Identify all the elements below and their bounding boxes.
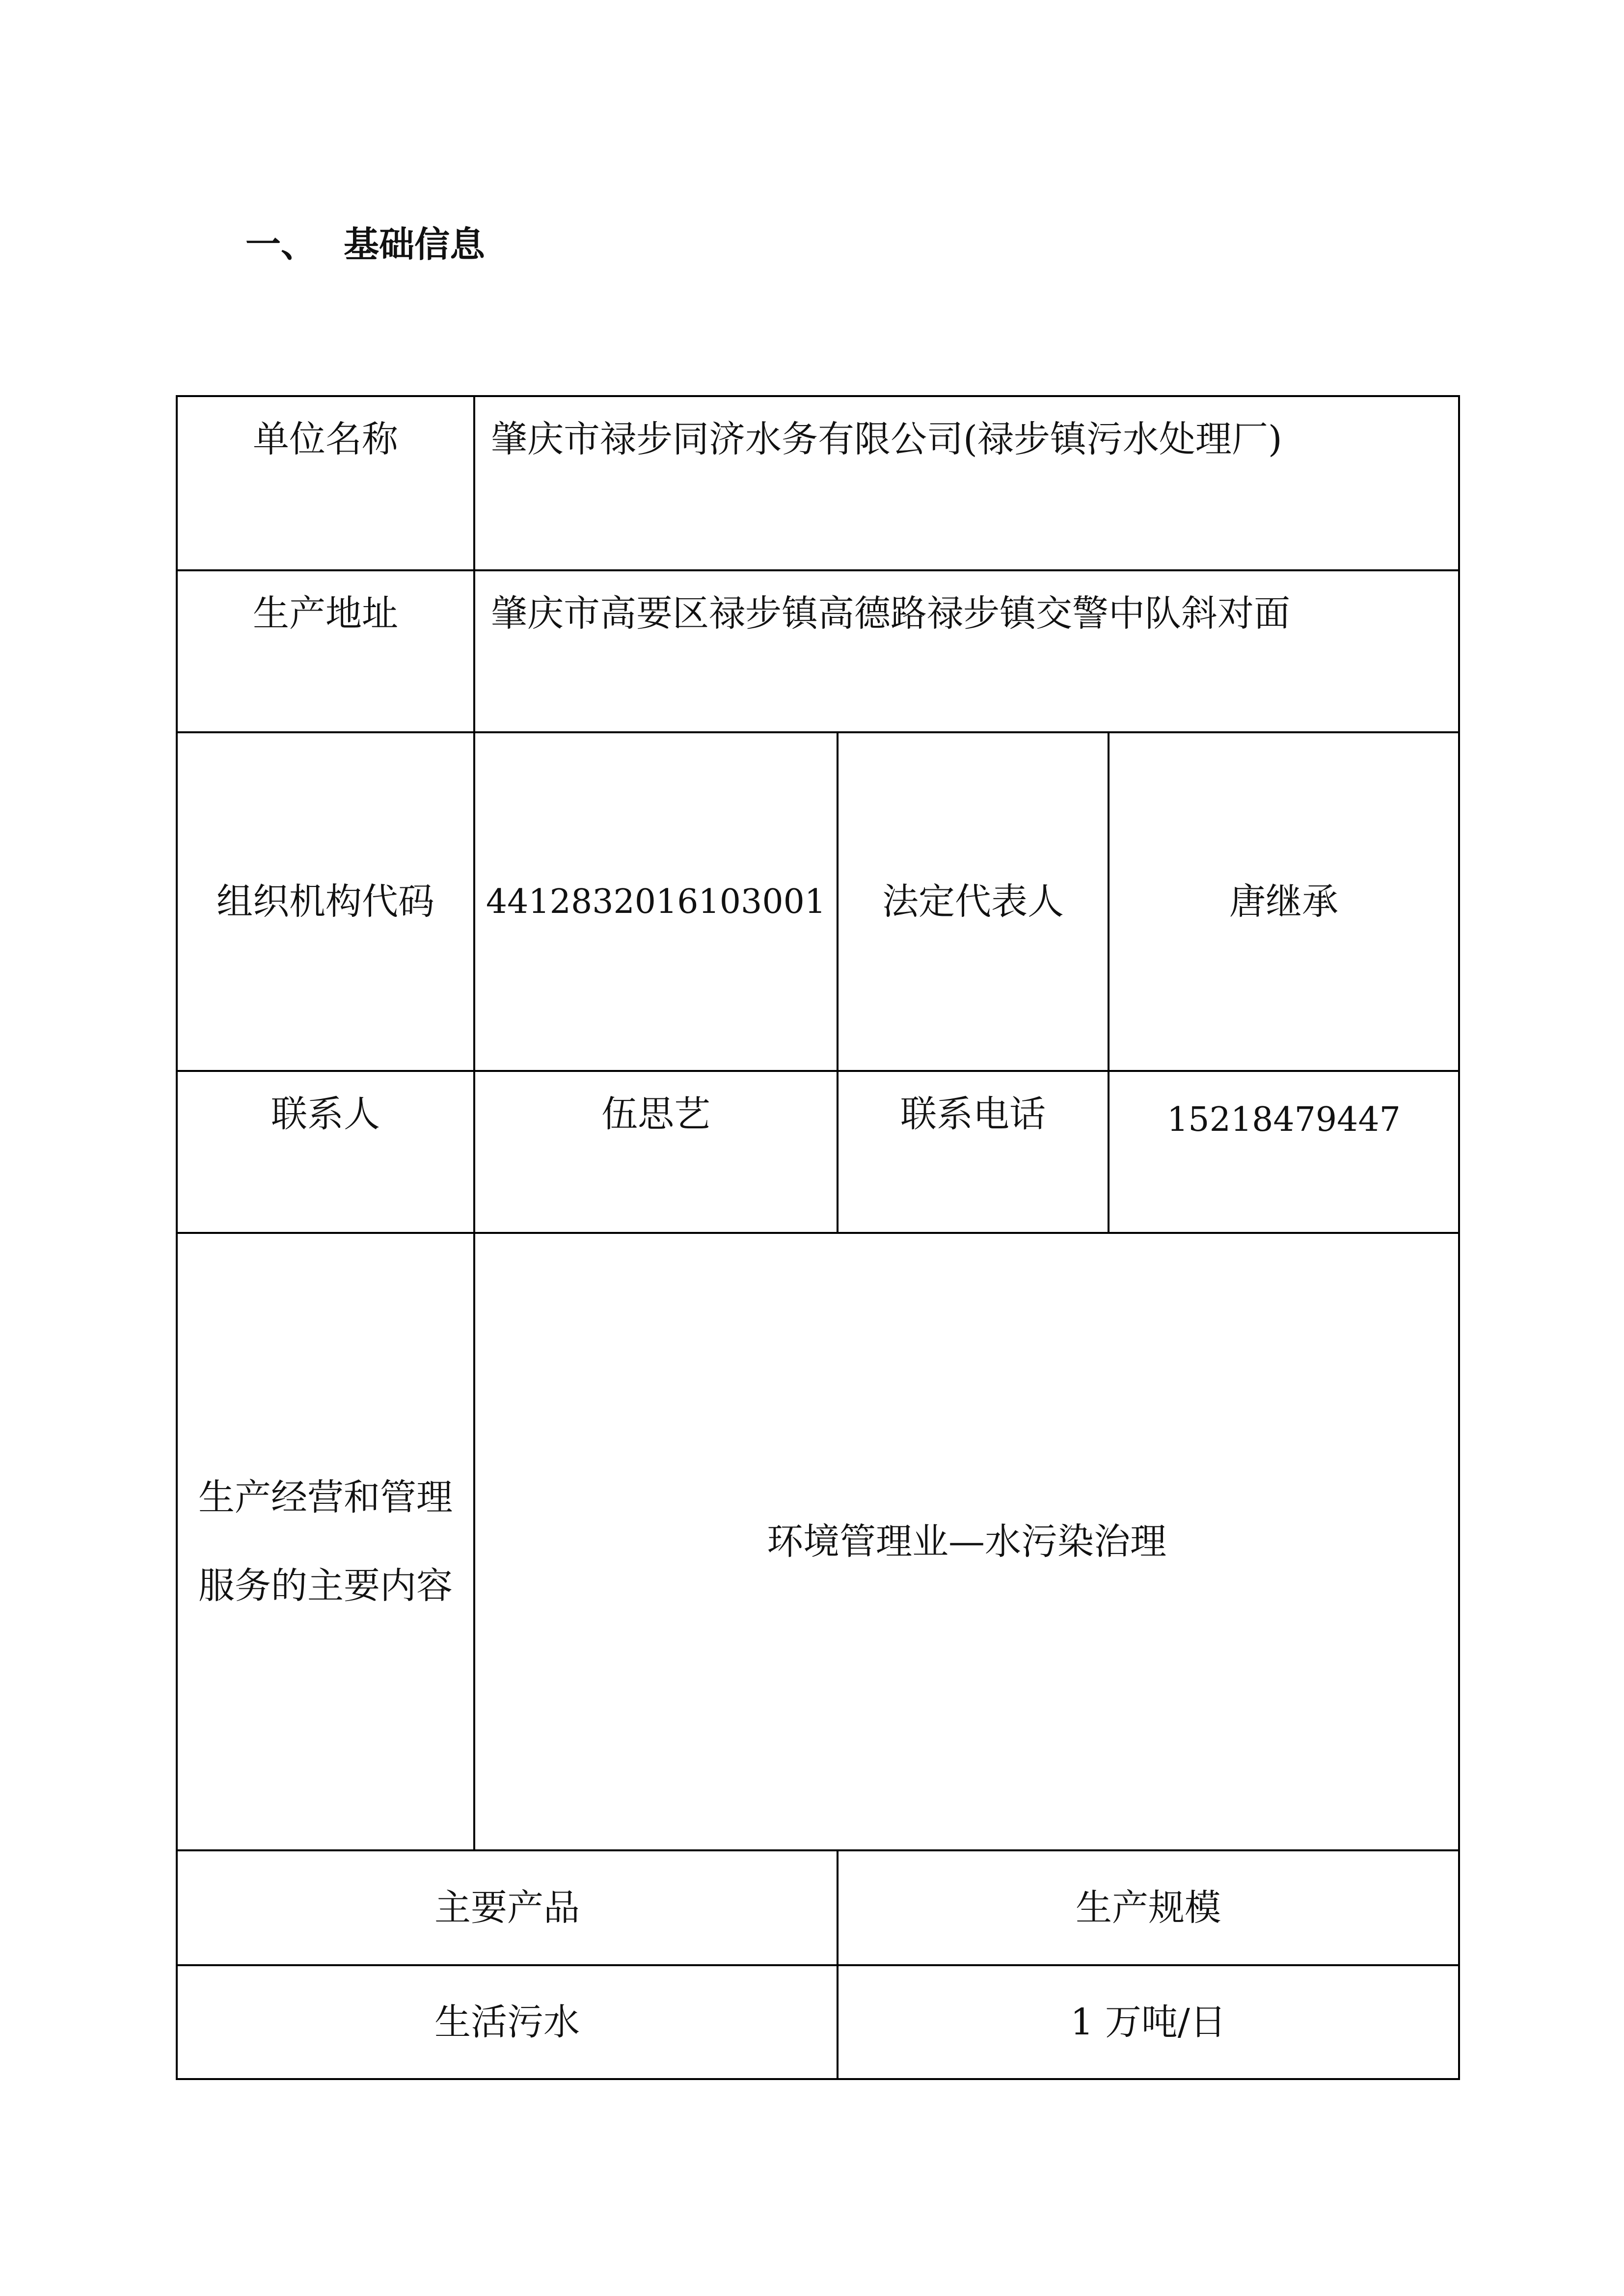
table-row: [177, 1071, 1459, 1233]
table-row: [177, 1850, 1459, 1965]
product-header: 主要产品: [177, 1850, 838, 1965]
org-code-label: 组织机构代码: [177, 732, 474, 1071]
basic-info-table: [176, 395, 1460, 2080]
legal-rep-label: 法定代表人: [838, 732, 1109, 1071]
address-value: 肇庆市高要区禄步镇高德路禄步镇交警中队斜对面: [474, 570, 1459, 732]
legal-rep-value: 唐继承: [1109, 732, 1459, 1071]
business-label-line2: 服务的主要内容: [198, 1565, 453, 1607]
contact-value: 伍思艺: [474, 1071, 838, 1233]
business-value: 环境管理业—水污染治理: [474, 1233, 1459, 1850]
section-number: 一、: [245, 223, 317, 265]
scale-value: 1 万吨/日: [838, 1965, 1459, 2079]
table-row: [177, 1233, 1459, 1850]
business-label: [177, 1233, 474, 1850]
address-label: 生产地址: [177, 570, 474, 732]
section-title: 基础信息: [344, 223, 486, 265]
product-value: 生活污水: [177, 1965, 838, 2079]
unit-name-value: 肇庆市禄步同济水务有限公司(禄步镇污水处理厂): [474, 396, 1459, 570]
table-row: [177, 1965, 1459, 2079]
section-heading: [245, 216, 485, 267]
scale-header: 生产规模: [838, 1850, 1459, 1965]
table-row: [177, 732, 1459, 1071]
unit-name-label: 单位名称: [177, 396, 474, 570]
phone-value: 15218479447: [1109, 1071, 1459, 1233]
table-row: [177, 396, 1459, 570]
table-row: [177, 570, 1459, 732]
business-label-line1: 生产经营和管理: [198, 1476, 453, 1519]
phone-label: 联系电话: [838, 1071, 1109, 1233]
org-code-value: 4412832016103001: [474, 732, 838, 1071]
contact-label: 联系人: [177, 1071, 474, 1233]
